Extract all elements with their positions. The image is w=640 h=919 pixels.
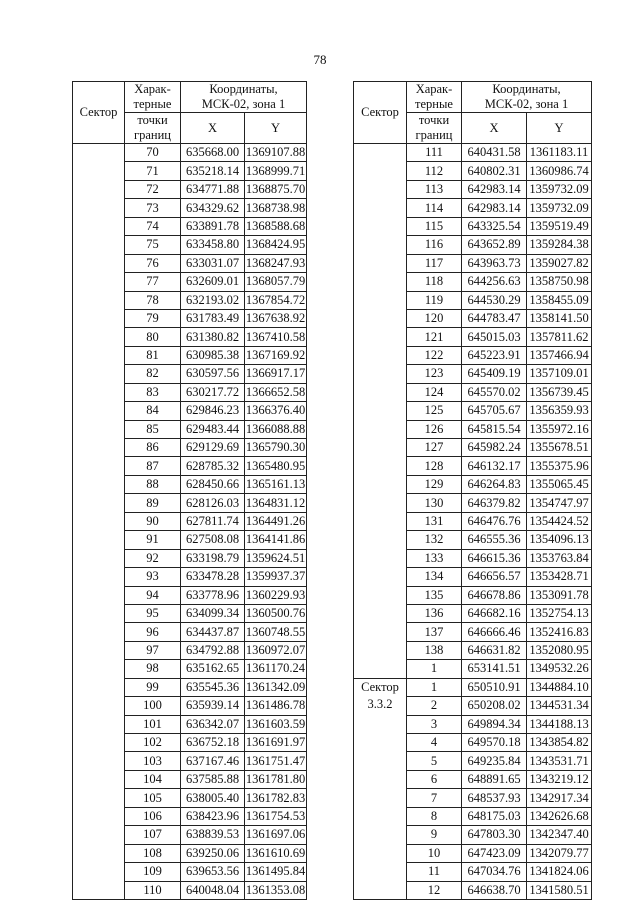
point-number-cell: 137 xyxy=(407,623,462,641)
x-coordinate-cell: 639653.56 xyxy=(181,863,245,881)
point-number-cell: 116 xyxy=(407,236,462,254)
x-coordinate-cell: 634329.62 xyxy=(181,199,245,217)
point-number-cell: 118 xyxy=(407,273,462,291)
x-coordinate-cell: 633458.80 xyxy=(181,236,245,254)
sector-cell xyxy=(354,678,407,899)
x-coordinate-cell: 634437.87 xyxy=(181,623,245,641)
y-coordinate-cell: 1349532.26 xyxy=(527,660,592,678)
point-number-cell: 121 xyxy=(407,328,462,346)
point-number-cell: 110 xyxy=(125,881,181,899)
point-number-cell: 101 xyxy=(125,715,181,733)
point-number-cell: 12 xyxy=(407,881,462,899)
header-points-line1: Харак- xyxy=(134,82,171,96)
x-coordinate-cell: 635668.00 xyxy=(181,144,245,162)
y-coordinate-cell: 1361603.59 xyxy=(245,715,307,733)
point-number-cell: 103 xyxy=(125,752,181,770)
point-number-cell: 117 xyxy=(407,254,462,272)
point-number-cell: 138 xyxy=(407,641,462,659)
x-coordinate-cell: 627508.08 xyxy=(181,531,245,549)
point-number-cell: 91 xyxy=(125,531,181,549)
x-coordinate-cell: 635162.65 xyxy=(181,660,245,678)
y-coordinate-cell: 1360748.55 xyxy=(245,623,307,641)
point-number-cell: 120 xyxy=(407,309,462,327)
y-coordinate-cell: 1366088.88 xyxy=(245,420,307,438)
y-coordinate-cell: 1355678.51 xyxy=(527,439,592,457)
x-coordinate-cell: 646132.17 xyxy=(462,457,527,475)
point-number-cell: 74 xyxy=(125,217,181,235)
y-coordinate-cell: 1358141.50 xyxy=(527,309,592,327)
point-number-cell: 126 xyxy=(407,420,462,438)
x-coordinate-cell: 646666.46 xyxy=(462,623,527,641)
x-coordinate-cell: 639250.06 xyxy=(181,844,245,862)
point-number-cell: 89 xyxy=(125,494,181,512)
y-coordinate-cell: 1367410.58 xyxy=(245,328,307,346)
x-coordinate-cell: 647034.76 xyxy=(462,863,527,881)
header-y: Y xyxy=(245,113,307,144)
y-coordinate-cell: 1361754.53 xyxy=(245,807,307,825)
y-coordinate-cell: 1343854.82 xyxy=(527,734,592,752)
x-coordinate-cell: 646656.57 xyxy=(462,568,527,586)
x-coordinate-cell: 640431.58 xyxy=(462,144,527,162)
point-number-cell: 114 xyxy=(407,199,462,217)
x-coordinate-cell: 645982.24 xyxy=(462,439,527,457)
header-points-line2: терные xyxy=(133,97,172,111)
x-coordinate-cell: 649235.84 xyxy=(462,752,527,770)
point-number-cell: 109 xyxy=(125,863,181,881)
x-coordinate-cell: 648891.65 xyxy=(462,770,527,788)
sector-label-line2: 3.3.2 xyxy=(367,696,393,711)
header-points xyxy=(407,82,462,113)
y-coordinate-cell: 1357466.94 xyxy=(527,346,592,364)
x-coordinate-cell: 647803.30 xyxy=(462,826,527,844)
x-coordinate-cell: 638423.96 xyxy=(181,807,245,825)
y-coordinate-cell: 1357811.62 xyxy=(527,328,592,346)
y-coordinate-cell: 1358750.98 xyxy=(527,273,592,291)
header-points-line3: точки xyxy=(137,113,168,127)
point-number-cell: 122 xyxy=(407,346,462,364)
y-coordinate-cell: 1360229.93 xyxy=(245,586,307,604)
x-coordinate-cell: 631783.49 xyxy=(181,309,245,327)
point-number-cell: 90 xyxy=(125,512,181,530)
x-coordinate-cell: 645223.91 xyxy=(462,346,527,364)
point-number-cell: 102 xyxy=(125,734,181,752)
x-coordinate-cell: 645815.54 xyxy=(462,420,527,438)
x-coordinate-cell: 638005.40 xyxy=(181,789,245,807)
header-points-line2: терные xyxy=(415,97,453,111)
y-coordinate-cell: 1343219.12 xyxy=(527,770,592,788)
x-coordinate-cell: 628785.32 xyxy=(181,457,245,475)
y-coordinate-cell: 1352080.95 xyxy=(527,641,592,659)
point-number-cell: 119 xyxy=(407,291,462,309)
y-coordinate-cell: 1353428.71 xyxy=(527,568,592,586)
point-number-cell: 131 xyxy=(407,512,462,530)
x-coordinate-cell: 634099.34 xyxy=(181,604,245,622)
x-coordinate-cell: 637167.46 xyxy=(181,752,245,770)
y-coordinate-cell: 1366652.58 xyxy=(245,383,307,401)
point-number-cell: 128 xyxy=(407,457,462,475)
point-number-cell: 96 xyxy=(125,623,181,641)
x-coordinate-cell: 637585.88 xyxy=(181,770,245,788)
point-number-cell: 134 xyxy=(407,568,462,586)
y-coordinate-cell: 1364491.26 xyxy=(245,512,307,530)
y-coordinate-cell: 1368875.70 xyxy=(245,180,307,198)
x-coordinate-cell: 646476.76 xyxy=(462,512,527,530)
point-number-cell: 106 xyxy=(125,807,181,825)
x-coordinate-cell: 633031.07 xyxy=(181,254,245,272)
header-sector: Сектор xyxy=(354,82,407,144)
coordinates-table-right xyxy=(353,81,592,900)
y-coordinate-cell: 1356739.45 xyxy=(527,383,592,401)
point-number-cell: 86 xyxy=(125,439,181,457)
point-number-cell: 111 xyxy=(407,144,462,162)
y-coordinate-cell: 1361183.11 xyxy=(527,144,592,162)
x-coordinate-cell: 632609.01 xyxy=(181,273,245,291)
y-coordinate-cell: 1344188.13 xyxy=(527,715,592,733)
x-coordinate-cell: 635939.14 xyxy=(181,697,245,715)
point-number-cell: 10 xyxy=(407,844,462,862)
y-coordinate-cell: 1361697.06 xyxy=(245,826,307,844)
y-coordinate-cell: 1364831.12 xyxy=(245,494,307,512)
x-coordinate-cell: 648537.93 xyxy=(462,789,527,807)
header-points-bottom xyxy=(407,113,462,144)
point-number-cell: 81 xyxy=(125,346,181,364)
point-number-cell: 79 xyxy=(125,309,181,327)
point-number-cell: 107 xyxy=(125,826,181,844)
x-coordinate-cell: 634792.88 xyxy=(181,641,245,659)
x-coordinate-cell: 645409.19 xyxy=(462,365,527,383)
x-coordinate-cell: 643325.54 xyxy=(462,217,527,235)
x-coordinate-cell: 649894.34 xyxy=(462,715,527,733)
x-coordinate-cell: 645705.67 xyxy=(462,402,527,420)
point-number-cell: 5 xyxy=(407,752,462,770)
y-coordinate-cell: 1341580.51 xyxy=(527,881,592,899)
point-number-cell: 1 xyxy=(407,678,462,696)
y-coordinate-cell: 1366376.40 xyxy=(245,402,307,420)
y-coordinate-cell: 1342626.68 xyxy=(527,807,592,825)
x-coordinate-cell: 646682.16 xyxy=(462,604,527,622)
x-coordinate-cell: 629483.44 xyxy=(181,420,245,438)
table-row xyxy=(354,678,592,696)
header-points-line1: Харак- xyxy=(415,82,453,96)
point-number-cell: 97 xyxy=(125,641,181,659)
y-coordinate-cell: 1354424.52 xyxy=(527,512,592,530)
point-number-cell: 4 xyxy=(407,734,462,752)
x-coordinate-cell: 646615.36 xyxy=(462,549,527,567)
y-coordinate-cell: 1367638.92 xyxy=(245,309,307,327)
header-sector: Сектор xyxy=(73,82,125,144)
x-coordinate-cell: 644256.63 xyxy=(462,273,527,291)
table-row xyxy=(73,144,307,162)
point-number-cell: 93 xyxy=(125,568,181,586)
point-number-cell: 8 xyxy=(407,807,462,825)
y-coordinate-cell: 1361495.84 xyxy=(245,863,307,881)
point-number-cell: 2 xyxy=(407,697,462,715)
header-coords-line1: Координаты, xyxy=(492,82,561,96)
point-number-cell: 135 xyxy=(407,586,462,604)
y-coordinate-cell: 1368424.95 xyxy=(245,236,307,254)
page-number: 78 xyxy=(313,52,327,67)
x-coordinate-cell: 644783.47 xyxy=(462,309,527,327)
x-coordinate-cell: 630985.38 xyxy=(181,346,245,364)
point-number-cell: 78 xyxy=(125,291,181,309)
point-number-cell: 1 xyxy=(407,660,462,678)
x-coordinate-cell: 632193.02 xyxy=(181,291,245,309)
x-coordinate-cell: 646379.82 xyxy=(462,494,527,512)
y-coordinate-cell: 1368999.71 xyxy=(245,162,307,180)
y-coordinate-cell: 1359624.51 xyxy=(245,549,307,567)
point-number-cell: 72 xyxy=(125,180,181,198)
x-coordinate-cell: 640048.04 xyxy=(181,881,245,899)
y-coordinate-cell: 1359027.82 xyxy=(527,254,592,272)
y-coordinate-cell: 1341824.06 xyxy=(527,863,592,881)
point-number-cell: 82 xyxy=(125,365,181,383)
x-coordinate-cell: 644530.29 xyxy=(462,291,527,309)
point-number-cell: 9 xyxy=(407,826,462,844)
x-coordinate-cell: 634771.88 xyxy=(181,180,245,198)
y-coordinate-cell: 1366917.17 xyxy=(245,365,307,383)
x-coordinate-cell: 643963.73 xyxy=(462,254,527,272)
x-coordinate-cell: 650208.02 xyxy=(462,697,527,715)
y-coordinate-cell: 1357109.01 xyxy=(527,365,592,383)
point-number-cell: 115 xyxy=(407,217,462,235)
point-number-cell: 124 xyxy=(407,383,462,401)
header-points xyxy=(125,82,181,113)
header-y: Y xyxy=(527,113,592,144)
point-number-cell: 71 xyxy=(125,162,181,180)
y-coordinate-cell: 1359937.37 xyxy=(245,568,307,586)
x-coordinate-cell: 646638.70 xyxy=(462,881,527,899)
y-coordinate-cell: 1361781.80 xyxy=(245,770,307,788)
y-coordinate-cell: 1352416.83 xyxy=(527,623,592,641)
x-coordinate-cell: 633198.79 xyxy=(181,549,245,567)
point-number-cell: 3 xyxy=(407,715,462,733)
x-coordinate-cell: 635545.36 xyxy=(181,678,245,696)
y-coordinate-cell: 1364141.86 xyxy=(245,531,307,549)
x-coordinate-cell: 642983.14 xyxy=(462,199,527,217)
y-coordinate-cell: 1360972.07 xyxy=(245,641,307,659)
point-number-cell: 92 xyxy=(125,549,181,567)
header-coords-line2: МСК-02, зона 1 xyxy=(201,97,286,111)
y-coordinate-cell: 1359519.49 xyxy=(527,217,592,235)
x-coordinate-cell: 653141.51 xyxy=(462,660,527,678)
y-coordinate-cell: 1352754.13 xyxy=(527,604,592,622)
point-number-cell: 76 xyxy=(125,254,181,272)
y-coordinate-cell: 1359284.38 xyxy=(527,236,592,254)
y-coordinate-cell: 1353091.78 xyxy=(527,586,592,604)
coordinates-table-left xyxy=(72,81,307,900)
x-coordinate-cell: 638839.53 xyxy=(181,826,245,844)
y-coordinate-cell: 1344884.10 xyxy=(527,678,592,696)
y-coordinate-cell: 1361610.69 xyxy=(245,844,307,862)
point-number-cell: 6 xyxy=(407,770,462,788)
point-number-cell: 133 xyxy=(407,549,462,567)
header-coords-line2: МСК-02, зона 1 xyxy=(484,97,569,111)
y-coordinate-cell: 1342079.77 xyxy=(527,844,592,862)
y-coordinate-cell: 1361782.83 xyxy=(245,789,307,807)
point-number-cell: 105 xyxy=(125,789,181,807)
y-coordinate-cell: 1342347.40 xyxy=(527,826,592,844)
point-number-cell: 123 xyxy=(407,365,462,383)
y-coordinate-cell: 1365480.95 xyxy=(245,457,307,475)
y-coordinate-cell: 1361353.08 xyxy=(245,881,307,899)
point-number-cell: 98 xyxy=(125,660,181,678)
x-coordinate-cell: 646264.83 xyxy=(462,475,527,493)
point-number-cell: 132 xyxy=(407,531,462,549)
point-number-cell: 113 xyxy=(407,180,462,198)
sector-cell xyxy=(73,144,125,900)
y-coordinate-cell: 1361751.47 xyxy=(245,752,307,770)
x-coordinate-cell: 633891.78 xyxy=(181,217,245,235)
point-number-cell: 127 xyxy=(407,439,462,457)
y-coordinate-cell: 1361170.24 xyxy=(245,660,307,678)
y-coordinate-cell: 1360500.76 xyxy=(245,604,307,622)
point-number-cell: 77 xyxy=(125,273,181,291)
y-coordinate-cell: 1355375.96 xyxy=(527,457,592,475)
point-number-cell: 88 xyxy=(125,475,181,493)
x-coordinate-cell: 640802.31 xyxy=(462,162,527,180)
x-coordinate-cell: 645015.03 xyxy=(462,328,527,346)
y-coordinate-cell: 1365790.30 xyxy=(245,439,307,457)
y-coordinate-cell: 1361486.78 xyxy=(245,697,307,715)
x-coordinate-cell: 645570.02 xyxy=(462,383,527,401)
x-coordinate-cell: 646631.82 xyxy=(462,641,527,659)
header-coordinates xyxy=(462,82,592,113)
point-number-cell: 112 xyxy=(407,162,462,180)
point-number-cell: 108 xyxy=(125,844,181,862)
x-coordinate-cell: 633778.96 xyxy=(181,586,245,604)
point-number-cell: 83 xyxy=(125,383,181,401)
x-coordinate-cell: 643652.89 xyxy=(462,236,527,254)
y-coordinate-cell: 1355972.16 xyxy=(527,420,592,438)
y-coordinate-cell: 1359732.09 xyxy=(527,180,592,198)
x-coordinate-cell: 627811.74 xyxy=(181,512,245,530)
point-number-cell: 73 xyxy=(125,199,181,217)
x-coordinate-cell: 628126.03 xyxy=(181,494,245,512)
y-coordinate-cell: 1369107.88 xyxy=(245,144,307,162)
y-coordinate-cell: 1360986.74 xyxy=(527,162,592,180)
y-coordinate-cell: 1368247.93 xyxy=(245,254,307,272)
x-coordinate-cell: 635218.14 xyxy=(181,162,245,180)
header-coords-line1: Координаты, xyxy=(209,82,278,96)
x-coordinate-cell: 648175.03 xyxy=(462,807,527,825)
header-x: X xyxy=(181,113,245,144)
header-points-line4: границ xyxy=(134,128,171,142)
x-coordinate-cell: 629129.69 xyxy=(181,439,245,457)
y-coordinate-cell: 1354747.97 xyxy=(527,494,592,512)
x-coordinate-cell: 647423.09 xyxy=(462,844,527,862)
y-coordinate-cell: 1361342.09 xyxy=(245,678,307,696)
header-points-bottom xyxy=(125,113,181,144)
sector-cell xyxy=(354,144,407,679)
x-coordinate-cell: 650510.91 xyxy=(462,678,527,696)
x-coordinate-cell: 646678.86 xyxy=(462,586,527,604)
y-coordinate-cell: 1356359.93 xyxy=(527,402,592,420)
point-number-cell: 84 xyxy=(125,402,181,420)
y-coordinate-cell: 1368057.79 xyxy=(245,273,307,291)
header-points-line4: границ xyxy=(415,128,453,142)
point-number-cell: 129 xyxy=(407,475,462,493)
header-x: X xyxy=(462,113,527,144)
x-coordinate-cell: 636342.07 xyxy=(181,715,245,733)
x-coordinate-cell: 649570.18 xyxy=(462,734,527,752)
point-number-cell: 100 xyxy=(125,697,181,715)
y-coordinate-cell: 1359732.09 xyxy=(527,199,592,217)
point-number-cell: 87 xyxy=(125,457,181,475)
point-number-cell: 125 xyxy=(407,402,462,420)
header-coordinates xyxy=(181,82,307,113)
x-coordinate-cell: 633478.28 xyxy=(181,568,245,586)
point-number-cell: 11 xyxy=(407,863,462,881)
table-row xyxy=(354,144,592,162)
y-coordinate-cell: 1367854.72 xyxy=(245,291,307,309)
x-coordinate-cell: 630597.56 xyxy=(181,365,245,383)
point-number-cell: 80 xyxy=(125,328,181,346)
y-coordinate-cell: 1361691.97 xyxy=(245,734,307,752)
x-coordinate-cell: 630217.72 xyxy=(181,383,245,401)
header-points-line3: точки xyxy=(418,113,450,127)
x-coordinate-cell: 642983.14 xyxy=(462,180,527,198)
sector-label-line1: Сектор xyxy=(361,679,399,694)
y-coordinate-cell: 1368738.98 xyxy=(245,199,307,217)
y-coordinate-cell: 1354096.13 xyxy=(527,531,592,549)
x-coordinate-cell: 628450.66 xyxy=(181,475,245,493)
x-coordinate-cell: 629846.23 xyxy=(181,402,245,420)
y-coordinate-cell: 1368588.68 xyxy=(245,217,307,235)
point-number-cell: 7 xyxy=(407,789,462,807)
x-coordinate-cell: 646555.36 xyxy=(462,531,527,549)
point-number-cell: 99 xyxy=(125,678,181,696)
point-number-cell: 70 xyxy=(125,144,181,162)
x-coordinate-cell: 631380.82 xyxy=(181,328,245,346)
point-number-cell: 130 xyxy=(407,494,462,512)
y-coordinate-cell: 1355065.45 xyxy=(527,475,592,493)
x-coordinate-cell: 636752.18 xyxy=(181,734,245,752)
y-coordinate-cell: 1342917.34 xyxy=(527,789,592,807)
y-coordinate-cell: 1367169.92 xyxy=(245,346,307,364)
point-number-cell: 85 xyxy=(125,420,181,438)
point-number-cell: 136 xyxy=(407,604,462,622)
y-coordinate-cell: 1353763.84 xyxy=(527,549,592,567)
point-number-cell: 75 xyxy=(125,236,181,254)
point-number-cell: 94 xyxy=(125,586,181,604)
y-coordinate-cell: 1358455.09 xyxy=(527,291,592,309)
y-coordinate-cell: 1343531.71 xyxy=(527,752,592,770)
point-number-cell: 95 xyxy=(125,604,181,622)
y-coordinate-cell: 1344531.34 xyxy=(527,697,592,715)
point-number-cell: 104 xyxy=(125,770,181,788)
y-coordinate-cell: 1365161.13 xyxy=(245,475,307,493)
